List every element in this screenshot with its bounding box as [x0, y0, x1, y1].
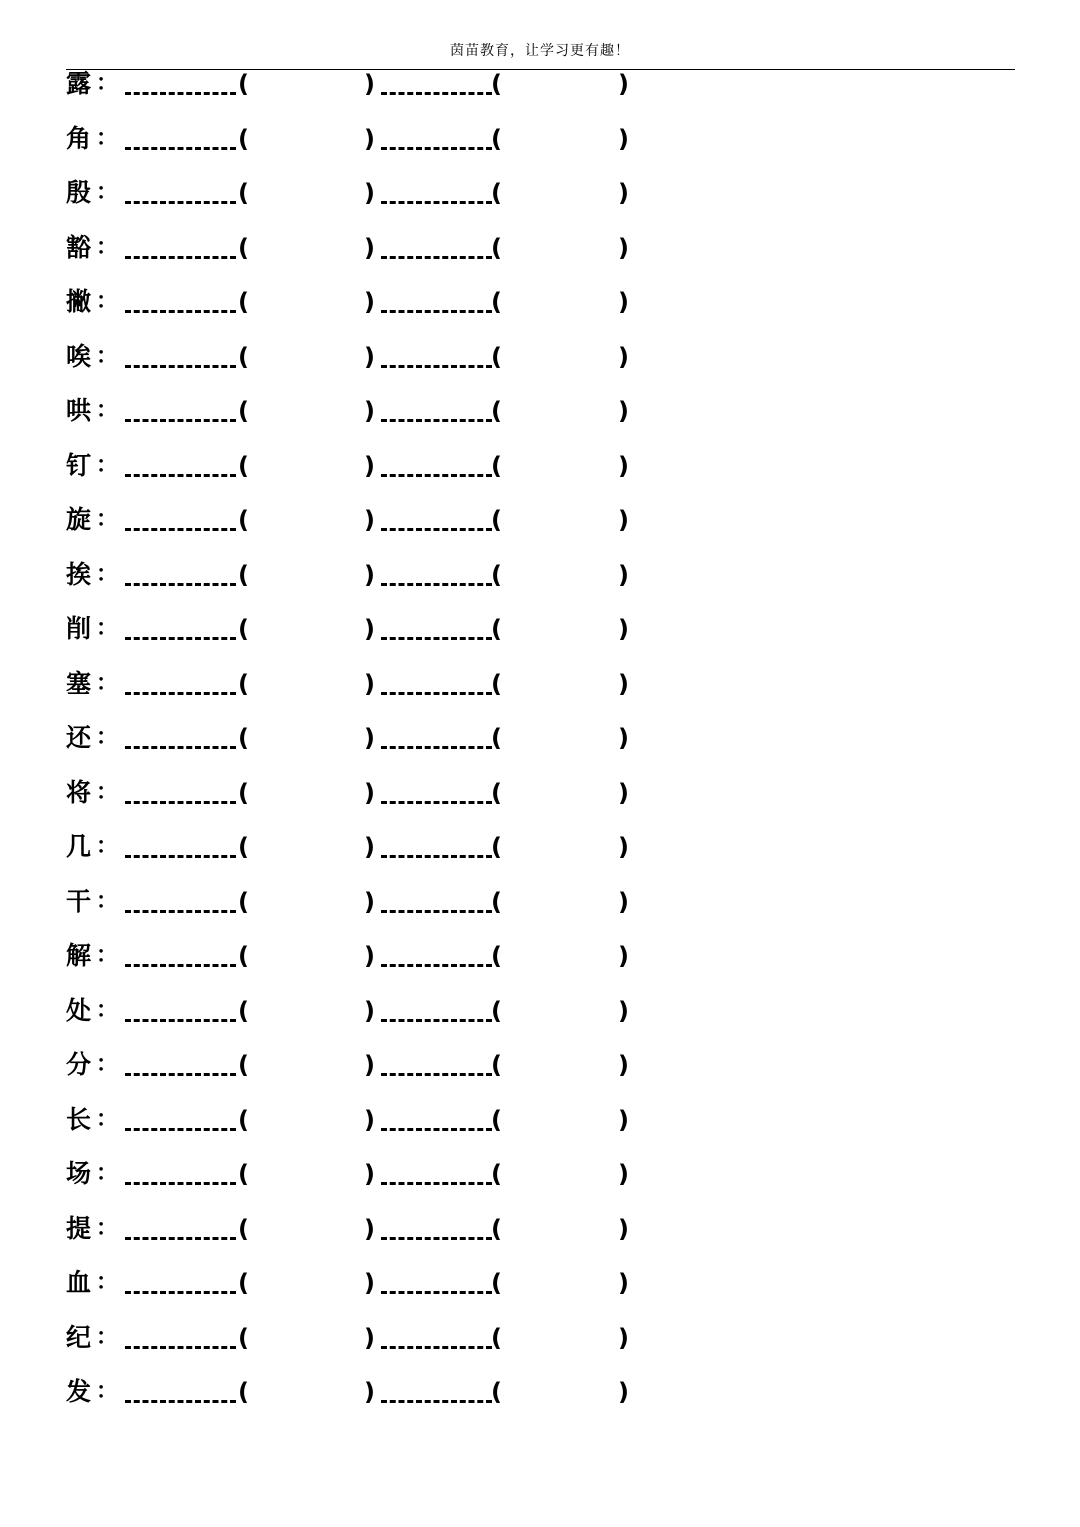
row-colon: ：: [96, 343, 119, 369]
row-character: 旋: [66, 505, 92, 534]
row-colon: ：: [96, 1324, 119, 1350]
row-character: 分: [66, 1050, 92, 1079]
answer-blank-1[interactable]: [125, 1073, 236, 1076]
answer-blank-1[interactable]: [125, 147, 236, 150]
worksheet-row: [66, 1047, 766, 1087]
open-paren-2: (: [491, 1323, 502, 1352]
row-colon: ：: [96, 616, 119, 641]
open-paren-2: (: [491, 1105, 502, 1134]
answer-blank-2[interactable]: [381, 1400, 492, 1403]
open-paren-1: (: [238, 1051, 249, 1079]
close-paren-1: ): [364, 778, 375, 807]
worksheet-row: [66, 339, 766, 379]
row-character: 挨: [66, 559, 92, 589]
close-paren-1: ): [364, 1214, 375, 1243]
page-header: 茵苗教育，让学习更有趣！: [450, 43, 630, 59]
open-paren-1: (: [238, 996, 249, 1025]
close-paren-2: ): [618, 70, 629, 98]
close-paren-1: ): [364, 506, 375, 534]
close-paren-1: ): [364, 615, 375, 643]
open-paren-1: (: [238, 669, 249, 698]
close-paren-1: ): [364, 1051, 375, 1079]
row-colon: ：: [96, 71, 119, 96]
worksheet-row: [66, 884, 766, 924]
close-paren-2: ): [618, 1105, 629, 1134]
answer-blank-2[interactable]: [381, 419, 492, 422]
row-colon: ：: [96, 289, 119, 314]
row-character: 钉: [66, 450, 92, 480]
close-paren-2: ): [618, 996, 629, 1025]
answer-blank-2[interactable]: [381, 365, 492, 368]
close-paren-2: ): [618, 397, 629, 425]
open-paren-1: (: [238, 506, 249, 534]
row-character: 纪: [66, 1322, 92, 1352]
close-paren-2: ): [618, 1214, 629, 1243]
close-paren-2: ): [618, 1323, 629, 1352]
answer-blank-2[interactable]: [381, 1182, 492, 1185]
row-character: 哄: [66, 396, 92, 425]
row-colon: ：: [96, 1052, 119, 1077]
answer-blank-1[interactable]: [125, 419, 236, 422]
open-paren-2: (: [491, 288, 502, 316]
open-paren-2: (: [491, 179, 502, 207]
open-paren-2: (: [491, 778, 502, 807]
row-colon: ：: [96, 1161, 119, 1186]
open-paren-2: (: [491, 942, 502, 970]
open-paren-2: (: [491, 833, 502, 861]
answer-blank-1[interactable]: [125, 801, 236, 804]
worksheet-row: [66, 284, 766, 324]
row-colon: ：: [96, 888, 119, 914]
answer-blank-2[interactable]: [381, 801, 492, 804]
close-paren-2: ): [618, 1160, 629, 1188]
row-colon: ：: [96, 1106, 119, 1132]
answer-blank-2[interactable]: [381, 583, 492, 586]
row-colon: ：: [96, 1379, 119, 1404]
row-character: 将: [66, 777, 92, 807]
close-paren-1: ): [364, 833, 375, 861]
open-paren-1: (: [238, 942, 249, 970]
open-paren-1: (: [238, 1160, 249, 1188]
row-character: 血: [66, 1268, 92, 1297]
open-paren-1: (: [238, 1378, 249, 1406]
open-paren-1: (: [238, 724, 249, 752]
answer-blank-2[interactable]: [381, 1346, 492, 1349]
open-paren-2: (: [491, 615, 502, 643]
worksheet-row: [66, 502, 766, 542]
answer-blank-2[interactable]: [381, 1019, 492, 1022]
open-paren-1: (: [238, 342, 249, 371]
open-paren-2: (: [491, 1214, 502, 1243]
worksheet-row: [66, 175, 766, 215]
open-paren-2: (: [491, 1269, 502, 1297]
answer-blank-1[interactable]: [125, 1128, 236, 1131]
answer-blank-2[interactable]: [381, 910, 492, 913]
open-paren-2: (: [491, 397, 502, 425]
close-paren-2: ): [618, 615, 629, 643]
answer-blank-1[interactable]: [125, 910, 236, 913]
answer-blank-1[interactable]: [125, 1019, 236, 1022]
close-paren-1: ): [364, 1105, 375, 1134]
row-character: 撇: [66, 287, 92, 316]
worksheet-row: [66, 230, 766, 270]
row-character: 解: [66, 941, 92, 970]
close-paren-2: ): [618, 124, 629, 153]
close-paren-1: ): [364, 724, 375, 752]
open-paren-2: (: [491, 1378, 502, 1406]
worksheet-row: [66, 1265, 766, 1305]
close-paren-1: ): [364, 70, 375, 98]
open-paren-1: (: [238, 1269, 249, 1297]
worksheet-row: [66, 1320, 766, 1360]
row-character: 塞: [66, 668, 92, 698]
row-colon: ：: [96, 1215, 119, 1241]
close-paren-1: ): [364, 342, 375, 371]
answer-blank-2[interactable]: [381, 692, 492, 695]
worksheet-row: [66, 66, 766, 106]
open-paren-1: (: [238, 615, 249, 643]
answer-blank-2[interactable]: [381, 528, 492, 531]
worksheet-row: [66, 666, 766, 706]
open-paren-2: (: [491, 724, 502, 752]
open-paren-1: (: [238, 288, 249, 316]
worksheet-row: [66, 1374, 766, 1414]
row-colon: ：: [96, 507, 119, 532]
answer-blank-2[interactable]: [381, 1073, 492, 1076]
row-character: 唉: [66, 341, 92, 371]
worksheet-row: [66, 393, 766, 433]
row-character: 干: [66, 886, 92, 916]
close-paren-1: ): [364, 669, 375, 698]
close-paren-2: ): [618, 179, 629, 207]
row-character: 削: [66, 614, 92, 643]
answer-blank-1[interactable]: [125, 637, 236, 640]
open-paren-2: (: [491, 233, 502, 262]
close-paren-1: ): [364, 1160, 375, 1188]
close-paren-2: ): [618, 1269, 629, 1297]
close-paren-2: ): [618, 342, 629, 371]
worksheet-row: [66, 1156, 766, 1196]
row-character: 长: [66, 1104, 92, 1134]
close-paren-2: ): [618, 669, 629, 698]
answer-blank-1[interactable]: [125, 365, 236, 368]
open-paren-1: (: [238, 70, 249, 98]
open-paren-2: (: [491, 560, 502, 589]
close-paren-1: ): [364, 124, 375, 153]
open-paren-1: (: [238, 1323, 249, 1352]
open-paren-2: (: [491, 1160, 502, 1188]
close-paren-2: ): [618, 451, 629, 480]
open-paren-2: (: [491, 887, 502, 916]
close-paren-1: ): [364, 942, 375, 970]
open-paren-1: (: [238, 451, 249, 480]
row-character: 发: [66, 1377, 92, 1406]
answer-blank-1[interactable]: [125, 474, 236, 477]
answer-blank-2[interactable]: [381, 1237, 492, 1240]
answer-blank-1[interactable]: [125, 92, 236, 95]
open-paren-1: (: [238, 887, 249, 916]
open-paren-1: (: [238, 778, 249, 807]
close-paren-1: ): [364, 179, 375, 207]
row-colon: ：: [96, 834, 119, 859]
answer-blank-1[interactable]: [125, 310, 236, 313]
close-paren-2: ): [618, 887, 629, 916]
worksheet-row: [66, 829, 766, 869]
row-character: 场: [66, 1159, 92, 1188]
worksheet-row: [66, 993, 766, 1033]
close-paren-1: ): [364, 233, 375, 262]
row-colon: ：: [96, 452, 119, 478]
open-paren-1: (: [238, 833, 249, 861]
close-paren-1: ): [364, 1269, 375, 1297]
open-paren-2: (: [491, 669, 502, 698]
answer-blank-1[interactable]: [125, 583, 236, 586]
close-paren-2: ): [618, 1051, 629, 1079]
close-paren-2: ): [618, 506, 629, 534]
worksheet-row: [66, 1102, 766, 1142]
answer-blank-2[interactable]: [381, 310, 492, 313]
row-colon: ：: [96, 1270, 119, 1295]
answer-blank-1[interactable]: [125, 1400, 236, 1403]
open-paren-2: (: [491, 1051, 502, 1079]
row-colon: ：: [96, 779, 119, 805]
worksheet-row: [66, 775, 766, 815]
worksheet-row: [66, 448, 766, 488]
close-paren-1: ): [364, 996, 375, 1025]
close-paren-1: ): [364, 560, 375, 589]
open-paren-2: (: [491, 451, 502, 480]
open-paren-1: (: [238, 233, 249, 262]
answer-blank-2[interactable]: [381, 1291, 492, 1294]
open-paren-1: (: [238, 179, 249, 207]
row-character: 角: [66, 123, 92, 153]
answer-blank-1[interactable]: [125, 256, 236, 259]
worksheet-row: [66, 1211, 766, 1251]
answer-blank-1[interactable]: [125, 1182, 236, 1185]
row-character: 提: [66, 1213, 92, 1243]
open-paren-2: (: [491, 996, 502, 1025]
answer-blank-1[interactable]: [125, 964, 236, 967]
open-paren-1: (: [238, 124, 249, 153]
answer-blank-1[interactable]: [125, 1346, 236, 1349]
close-paren-1: ): [364, 1323, 375, 1352]
open-paren-2: (: [491, 124, 502, 153]
row-colon: ：: [96, 125, 119, 151]
close-paren-1: ): [364, 1378, 375, 1406]
worksheet-row: [66, 121, 766, 161]
row-colon: ：: [96, 670, 119, 696]
answer-blank-1[interactable]: [125, 528, 236, 531]
worksheet-row: [66, 557, 766, 597]
answer-blank-1[interactable]: [125, 1237, 236, 1240]
answer-blank-1[interactable]: [125, 1291, 236, 1294]
close-paren-1: ): [364, 451, 375, 480]
answer-blank-2[interactable]: [381, 256, 492, 259]
close-paren-2: ): [618, 560, 629, 589]
row-character: 露: [66, 69, 92, 98]
close-paren-2: ): [618, 1378, 629, 1406]
open-paren-1: (: [238, 397, 249, 425]
row-character: 豁: [66, 232, 92, 262]
row-colon: ：: [96, 943, 119, 968]
row-character: 还: [66, 723, 92, 752]
row-colon: ：: [96, 180, 119, 205]
row-character: 几: [66, 832, 92, 861]
open-paren-2: (: [491, 506, 502, 534]
row-colon: ：: [96, 561, 119, 587]
row-colon: ：: [96, 234, 119, 260]
close-paren-1: ): [364, 288, 375, 316]
answer-blank-2[interactable]: [381, 474, 492, 477]
answer-blank-1[interactable]: [125, 855, 236, 858]
row-colon: ：: [96, 997, 119, 1023]
close-paren-2: ): [618, 778, 629, 807]
row-character: 处: [66, 995, 92, 1025]
open-paren-1: (: [238, 560, 249, 589]
close-paren-2: ): [618, 233, 629, 262]
answer-blank-2[interactable]: [381, 147, 492, 150]
answer-blank-2[interactable]: [381, 964, 492, 967]
close-paren-2: ): [618, 833, 629, 861]
answer-blank-2[interactable]: [381, 855, 492, 858]
answer-blank-1[interactable]: [125, 692, 236, 695]
answer-blank-2[interactable]: [381, 201, 492, 204]
close-paren-1: ): [364, 397, 375, 425]
close-paren-2: ): [618, 724, 629, 752]
answer-blank-2[interactable]: [381, 92, 492, 95]
answer-blank-1[interactable]: [125, 746, 236, 749]
answer-blank-1[interactable]: [125, 201, 236, 204]
worksheet-row: [66, 611, 766, 651]
open-paren-1: (: [238, 1214, 249, 1243]
close-paren-2: ): [618, 942, 629, 970]
close-paren-1: ): [364, 887, 375, 916]
answer-blank-2[interactable]: [381, 637, 492, 640]
open-paren-2: (: [491, 70, 502, 98]
answer-blank-2[interactable]: [381, 746, 492, 749]
open-paren-2: (: [491, 342, 502, 371]
close-paren-2: ): [618, 288, 629, 316]
row-colon: ：: [96, 725, 119, 750]
row-character: 殷: [66, 178, 92, 207]
worksheet-row: [66, 938, 766, 978]
row-colon: ：: [96, 398, 119, 423]
worksheet-row: [66, 720, 766, 760]
answer-blank-2[interactable]: [381, 1128, 492, 1131]
open-paren-1: (: [238, 1105, 249, 1134]
